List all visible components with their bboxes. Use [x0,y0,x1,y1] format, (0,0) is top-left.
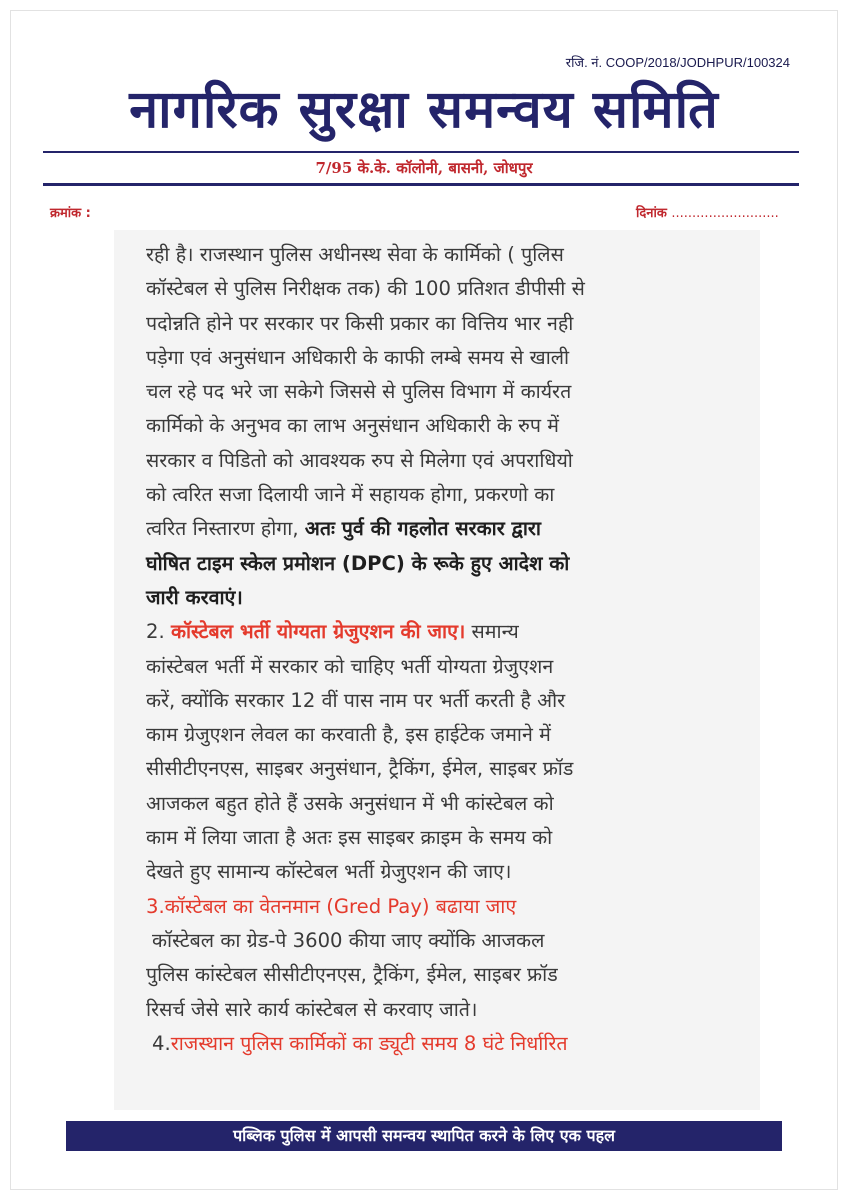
body-line: रही है। राजस्थान पुलिस अधीनस्थ सेवा के कार्मिको ( पुलिस [146,243,564,266]
item-2-text-start: समान्य [465,620,519,644]
body-line: करें, क्योंकि सरकार 12 वीं पास नाम पर भर्ती करती है और [146,688,566,712]
item-2-heading: कॉस्टेबल भर्ती योग्यता ग्रेजुएशन की जाए। [170,620,466,644]
body-line: को त्वरित सजा दिलायी जाने में सहायक होगा, प्रकरणो का [146,483,555,507]
body-line: काम ग्रेजुएशन लेवल का करवाती है, इस हाईटेक जमाने में [146,723,551,747]
registration-number: रजि. नं. COOP/2018/JODHPUR/100324 [565,55,790,70]
item-4-heading: राजस्थान पुलिस कार्मिकों का ड्यूटी समय 8 घंटे निर्धारित [170,1031,568,1055]
demand-bold-text: अतः पुर्व की गहलोत सरकार द्वारा [304,517,541,541]
body-text-span: त्वरित निस्तारण होगा, [146,517,305,541]
header-divider-bottom [43,183,799,186]
body-line: कॉस्टेबल से पुलिस निरीक्षक तक) की 100 प्रतिशत डीपीसी से [146,277,585,301]
body-line: सीसीटीएनएस, साइबर अनुसंधान, ट्रैकिंग, ईमेल, साइबर फ्रॉड [146,757,574,781]
body-line [146,512,746,546]
item-2-number: 2. [146,620,171,644]
item-4-number: 4. [152,1031,171,1055]
date-label: दिनांक [636,206,667,221]
date-blank-line: .......................... [671,206,779,221]
reference-number-label: क्रमांक : [50,206,91,221]
pasted-text-screenshot [114,230,760,1110]
body-text [146,238,746,1061]
body-line: कांस्टेबल भर्ती में सरकार को चाहिए भर्ती योग्यता ग्रेजुएशन [146,654,554,678]
item-3-heading: 3.कॉस्टेबल का वेतनमान (Gred Pay) बढाया जाए [146,894,517,918]
body-line: काम में लिया जाता है अतः इस साइबर क्राइम के समय को [146,826,553,850]
body-line: देखते हुए सामान्य कॉस्टेबल भर्ती ग्रेजुएशन की जाए। [146,860,512,884]
header-divider-top [43,151,799,153]
footer-tagline: पब्लिक पुलिस में आपसी समन्वय स्थापित करने के लिए एक पहल [66,1121,782,1151]
body-line: पुलिस कांस्टेबल सीसीटीएनएस, ट्रैकिंग, ईमेल, साइबर फ्रॉड [146,963,558,987]
organization-title: नागरिक सुरक्षा समन्वय समिति [129,80,719,140]
body-line: कॉस्टेबल का ग्रेड-पे 3600 कीया जाए क्योंकि आजकल [152,928,545,952]
body-line: चल रहे पद भरे जा सकेगे जिससे से पुलिस विभाग में कार्यरत [146,380,572,404]
body-line: पदोन्नति होने पर सरकार पर किसी प्रकार का वित्तिय भार नही [146,311,574,335]
body-line: आजकल बहुत होते हैं उसके अनुसंधान में भी कांस्टेबल को [146,791,554,815]
body-line: पड़ेगा एवं अनुसंधान अधिकारी के काफी लम्बे समय से खाली [146,345,570,369]
demand-bold-line: घोषित टाइम स्केल प्रमोशन (DPC) के रूके हुए आदेश को [146,551,570,575]
item-4-heading-line [146,1027,746,1061]
body-line: सरकार व पिडितो को आवश्यक रुप से मिलेगा एवं अपराधियो [146,448,573,472]
body-line: रिसर्च जेसे सारे कार्य कांस्टेबल से करवाए जाते। [146,997,478,1021]
item-2-first-line [146,615,746,649]
date-field [636,203,779,221]
body-line: कार्मिको के अनुभव का लाभ अनुसंधान अधिकारी के रुप में [146,414,559,438]
organization-address: 7/95 के.के. कॉलोनी, बासनी, जोधपुर [315,159,533,177]
demand-bold-line: जारी करवाएं। [146,585,243,609]
